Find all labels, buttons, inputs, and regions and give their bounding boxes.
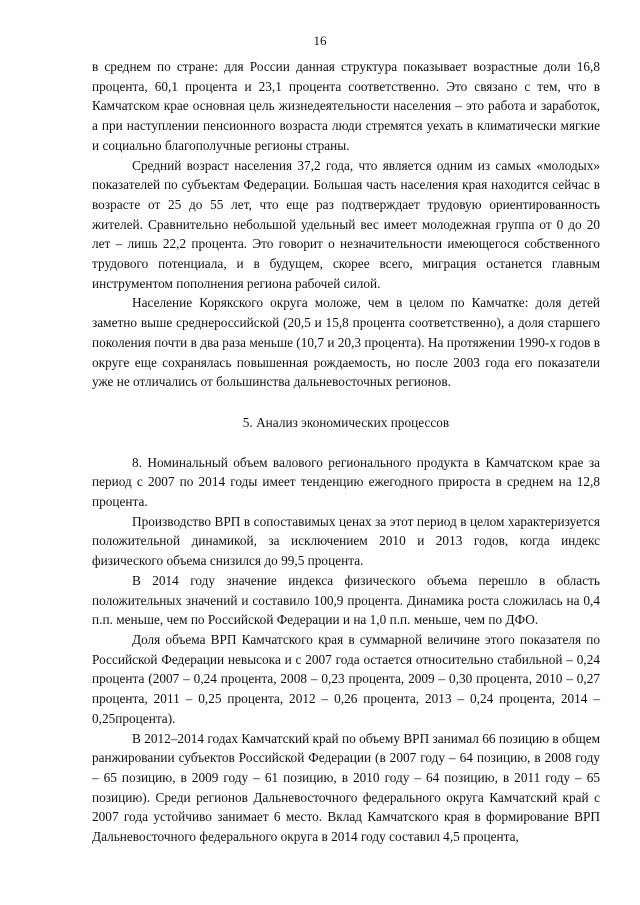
- page-content: [92, 57, 600, 847]
- page-number: 16: [313, 33, 327, 48]
- section-heading: 5. Анализ экономических процессов: [242, 414, 450, 430]
- paragraph: В 2012–2014 годах Камчатский край по объему ВРП занимал 66 позицию в общем ранжировании субъектов Российской Федерации (в 2007 году – 64 позицию, в 2008 году – 65 позицию, в 2009 году – 61 позицию, в 2010 году – 64 позицию, в 2011 году – 65 позицию). Среди регионов Дальневосточного федерального округа Камчатский край с 2007 года устойчиво занимает 6 место. Вклад Камчатского края в формирование ВРП Дальневосточного федерального округа в 2014 году составил 4,5 процента,: [92, 730, 601, 845]
- paragraph: 8. Номинальный объем валового регионального продукта в Камчатском крае за период с 2007 по 2014 годы имеет тенденцию ежегодного прироста в среднем на 12,8 процента.: [92, 454, 600, 510]
- paragraph: Средний возраст населения 37,2 года, что является одним из самых «молодых» показателей по субъектам Федерации. Большая часть населения края находится сейчас в возрасте от 25 до 55 лет, что еще раз подтверждает трудовую ориентированность жителей. Сравнительно небольшой удельный вес имеет молодежная группа от 0 до 20 лет – лишь 22,2 процента. Это говорит о незначительности имеющегося собственного трудового потенциала, и в будущем, скорее всего, миграция останется главным инструментом пополнения региона рабочей силой.: [92, 157, 600, 291]
- paragraph: Доля объема ВРП Камчатского края в суммарной величине этого показателя по Российской Федерации невысока и с 2007 года остается относительно стабильной – 0,24 процента (2007 – 0,24 процента, 2008 – 0,23 процента, 2009 – 0,30 процента, 2010 – 0,27 процента, 2011 – 0,25 процента, 2012 – 0,26 процента, 2013 – 0,24 процента, 2014 – 0,25процента).: [92, 631, 600, 726]
- paragraph: В 2014 году значение индекса физического объема перешло в область положительных значений и составило 100,9 процента. Динамика роста сложилась на 0,4 п.п. меньше, чем по Российской Федерации и на 1,0 п.п. меньше, чем по ДФО.: [92, 572, 600, 628]
- paragraph: Производство ВРП в сопоставимых ценах за этот период в целом характеризуется положительной динамикой, за исключением 2010 и 2013 годов, когда индекс физического объема снизился до 99,5 процента.: [92, 513, 600, 569]
- paragraph: в среднем по стране: для России данная структура показывает возрастные доли 16,8 процента, 60,1 процента и 23,1 процента соответственно. Это связано с тем, что в Камчатском крае основная цель жизнедеятельности населения – это работа и заработок, а при наступлении пенсионного возраста люди стремятся уехать в климатически мягкие и социально благополучные регионы страны.: [92, 59, 600, 153]
- paragraph: Население Корякского округа моложе, чем в целом по Камчатке: доля детей заметно выше среднероссийской (20,5 и 15,8 процента соответственно), а доля старшего поколения почти в два раза меньше (10,7 и 20,3 процента). На протяжении 1990-х годов в округе еще сохранялась повышенная рождаемость, но после 2003 года его показатели уже не отличались от большинства дальневосточных регионов.: [92, 295, 600, 390]
